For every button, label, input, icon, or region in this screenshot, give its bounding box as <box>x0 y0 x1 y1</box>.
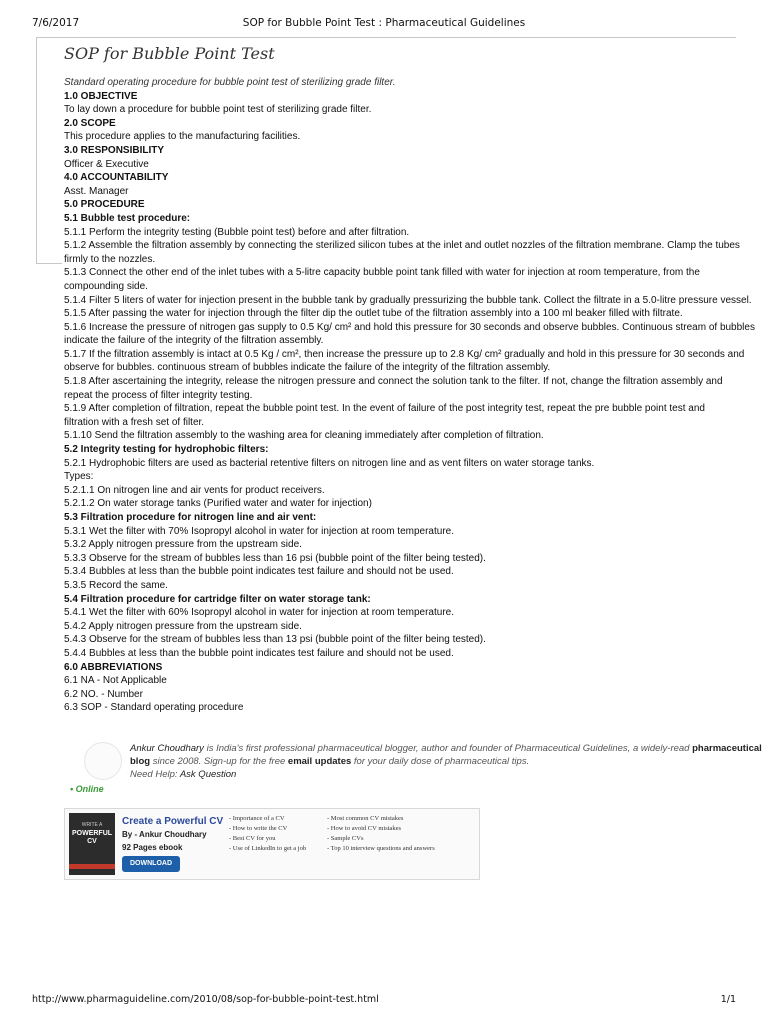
need-help-label: Need Help: <box>130 769 180 780</box>
body-line: 5.1.3 Connect the other end of the inlet tubes with a 5-litre capacity bubble point tank filled with water for injection at room temperature, from the <box>64 267 700 279</box>
print-footer <box>32 994 736 1008</box>
promo-topic: - Most common CV mistakes <box>327 815 404 822</box>
body-line: 5.4.1 Wet the filter with 60% Isopropyl alcohol in water for injection at room temperature. <box>64 607 455 619</box>
ebook-cover-title: POWERFUL CV <box>71 830 113 845</box>
promo-topics-col2 <box>327 814 435 854</box>
print-date: 7/6/2017 <box>32 17 80 29</box>
promo-topic: - Top 10 interview questions and answers <box>327 845 435 852</box>
section-heading: 5.2 Integrity testing for hydrophobic filters: <box>64 444 269 456</box>
section-heading: 5.1 Bubble test procedure: <box>64 212 191 224</box>
body-line: Officer & Executive <box>64 158 149 170</box>
promo-topic: - Importance of a CV <box>229 815 285 822</box>
article-frame-corner <box>36 263 62 264</box>
author-bio-text-2: since 2008. Sign-up for the free <box>150 756 288 767</box>
promo-title[interactable]: Create a Powerful CV <box>122 816 224 827</box>
section-heading: 4.0 ACCOUNTABILITY <box>64 172 169 184</box>
ebook-cover-image[interactable] <box>69 813 115 875</box>
promo-topic: - Use of LinkedIn to get a job <box>229 845 307 852</box>
page-title: SOP for Bubble Point Test <box>64 44 275 63</box>
author-bio-text-1: is India's first professional pharmaceutical blogger, author and founder of Pharmaceutical Guidelines, a widely-read <box>203 743 693 754</box>
page-number: 1/1 <box>720 994 736 1005</box>
promo-author: By - Ankur Choudhary <box>122 830 207 839</box>
body-line: 5.1.9 After completion of filtration, repeat the bubble point test. In the event of failure of the post integrity test, repeat the pre bubble point test and <box>64 403 705 415</box>
body-line: 5.1.2 Assemble the filtration assembly by connecting the sterilized silicon tubes at the inlet and outlet nozzles of the filtration membrane. Clamp the tubes <box>64 240 740 252</box>
body-line: 5.1.6 Increase the pressure of nitrogen gas supply to 0.5 Kg/ cm² and hold this pressure for 30 seconds and observe bubbles. Continuous stream of bubbles <box>64 321 755 333</box>
email-updates-link[interactable]: email updates <box>287 756 352 767</box>
section-heading: 2.0 SCOPE <box>64 117 116 129</box>
ask-question-link[interactable]: Ask Question <box>179 769 237 780</box>
body-line: This procedure applies to the manufacturing facilities. <box>64 131 301 143</box>
author-bio <box>130 742 762 781</box>
body-line: 6.2 NO. - Number <box>64 688 143 700</box>
ebook-cover-small-text: WRITE A <box>81 822 103 828</box>
body-line: 5.2.1.1 On nitrogen line and air vents for product receivers. <box>64 484 325 496</box>
promo-topic: - How to avoid CV mistakes <box>327 825 402 832</box>
print-title: SOP for Bubble Point Test : Pharmaceutical Guidelines <box>242 17 526 29</box>
body-line: To lay down a procedure for bubble point test of sterilizing grade filter. <box>64 104 372 116</box>
body-line: 5.3.3 Observe for the stream of bubbles less than 16 psi (bubble point of the filter being tested). <box>64 552 486 564</box>
body-line: compounding side. <box>64 280 148 292</box>
section-heading: 3.0 RESPONSIBILITY <box>64 144 165 156</box>
author-bio-text-3: for your daily dose of pharmaceutical tips. <box>351 756 530 767</box>
author-box <box>70 742 762 798</box>
body-line: 5.4.4 Bubbles at less than the bubble point indicates test failure and should not be used. <box>64 647 454 659</box>
body-line: repeat the process of filter integrity testing. <box>64 389 253 401</box>
body-line: 5.1.5 After passing the water for injection through the filter dip the outlet tube of the filtration assembly into a 100 ml beaker filled with filtrate. <box>64 308 683 320</box>
promo-topic: - How to write the CV <box>229 825 288 832</box>
author-avatar[interactable] <box>84 742 122 780</box>
section-heading: 5.4 Filtration procedure for cartridge filter on water storage tank: <box>64 593 371 605</box>
body-line: filtration with a fresh set of filter. <box>64 416 205 428</box>
body-line: 6.3 SOP - Standard operating procedure <box>64 702 244 714</box>
body-line: 5.1.1 Perform the integrity testing (Bubble point test) before and after filtration. <box>64 226 410 238</box>
cv-ebook-promo[interactable] <box>64 808 480 880</box>
section-heading: 1.0 OBJECTIVE <box>64 90 138 102</box>
body-line: 5.2.1.2 On water storage tanks (Purified water and water for injection) <box>64 498 372 510</box>
print-header <box>32 17 736 31</box>
body-line: 5.4.3 Observe for the stream of bubbles less than 13 psi (bubble point of the filter being tested). <box>64 634 486 646</box>
intro-text: Standard operating procedure for bubble point test of sterilizing grade filter. <box>64 77 396 88</box>
body-line: 5.3.2 Apply nitrogen pressure from the upstream side. <box>64 539 302 551</box>
section-heading: 5.0 PROCEDURE <box>64 199 145 211</box>
body-line: Types: <box>64 471 94 483</box>
download-button[interactable]: DOWNLOAD <box>122 856 180 872</box>
pharmaceutical-link[interactable]: pharmaceutical <box>692 743 762 754</box>
body-line: 5.1.8 After ascertaining the integrity, release the nitrogen pressure and connect the solution tank to the filter. If not, change the filtration assembly and <box>64 376 723 388</box>
body-line: 5.3.5 Record the same. <box>64 579 168 591</box>
body-line: observe for bubbles. continuous stream of bubbles indicate the failure of the integrity of the filtration assembly. <box>64 362 551 374</box>
ebook-cover-stripe <box>69 864 115 869</box>
article-frame-top-border <box>36 37 736 38</box>
body-line: 6.1 NA - Not Applicable <box>64 675 167 687</box>
online-status: • Online <box>70 784 104 794</box>
section-heading: 5.3 Filtration procedure for nitrogen line and air vent: <box>64 512 317 523</box>
body-line: indicate the failure of the integrity of the filtration assembly. <box>64 335 324 347</box>
article-frame-left-border <box>36 37 37 263</box>
promo-pages: 92 Pages ebook <box>122 843 183 852</box>
body-line: 5.2.1 Hydrophobic filters are used as bacterial retentive filters on nitrogen line and as vent filters on water storage tanks. <box>64 457 595 469</box>
body-line: 5.4.2 Apply nitrogen pressure from the upstream side. <box>64 620 302 632</box>
promo-topics-col1 <box>229 814 306 854</box>
body-line: 5.1.10 Send the filtration assembly to the washing area for cleaning immediately after completion of filtration. <box>64 430 544 442</box>
article-body <box>64 76 755 736</box>
body-line: Asst. Manager <box>64 185 129 197</box>
page-url: http://www.pharmaguideline.com/2010/08/sop-for-bubble-point-test.html <box>32 994 379 1005</box>
body-line: 5.3.4 Bubbles at less than the bubble point indicates test failure and should not be used. <box>64 566 454 578</box>
author-name-link[interactable]: Ankur Choudhary <box>130 743 204 754</box>
promo-topic: - Sample CVs <box>327 835 364 842</box>
promo-topic: - Best CV for you <box>229 835 276 842</box>
body-line: 5.1.4 Filter 5 liters of water for injection present in the bubble tank by gradually pressurizing the bubble tank. Collect the filtrate in a 5.0-litre pressure vessel. <box>64 294 752 306</box>
section-heading: 6.0 ABBREVIATIONS <box>64 661 163 673</box>
body-line: firmly to the nozzles. <box>64 253 156 265</box>
body-line: 5.1.7 If the filtration assembly is intact at 0.5 Kg / cm², then increase the pressure up to 2.8 Kg/ cm² gradually and hold in this pressure for 30 seconds and <box>64 348 745 360</box>
blog-link[interactable]: blog <box>130 756 151 767</box>
body-line: 5.3.1 Wet the filter with 70% Isopropyl alcohol in water for injection at room temperature. <box>64 525 455 537</box>
